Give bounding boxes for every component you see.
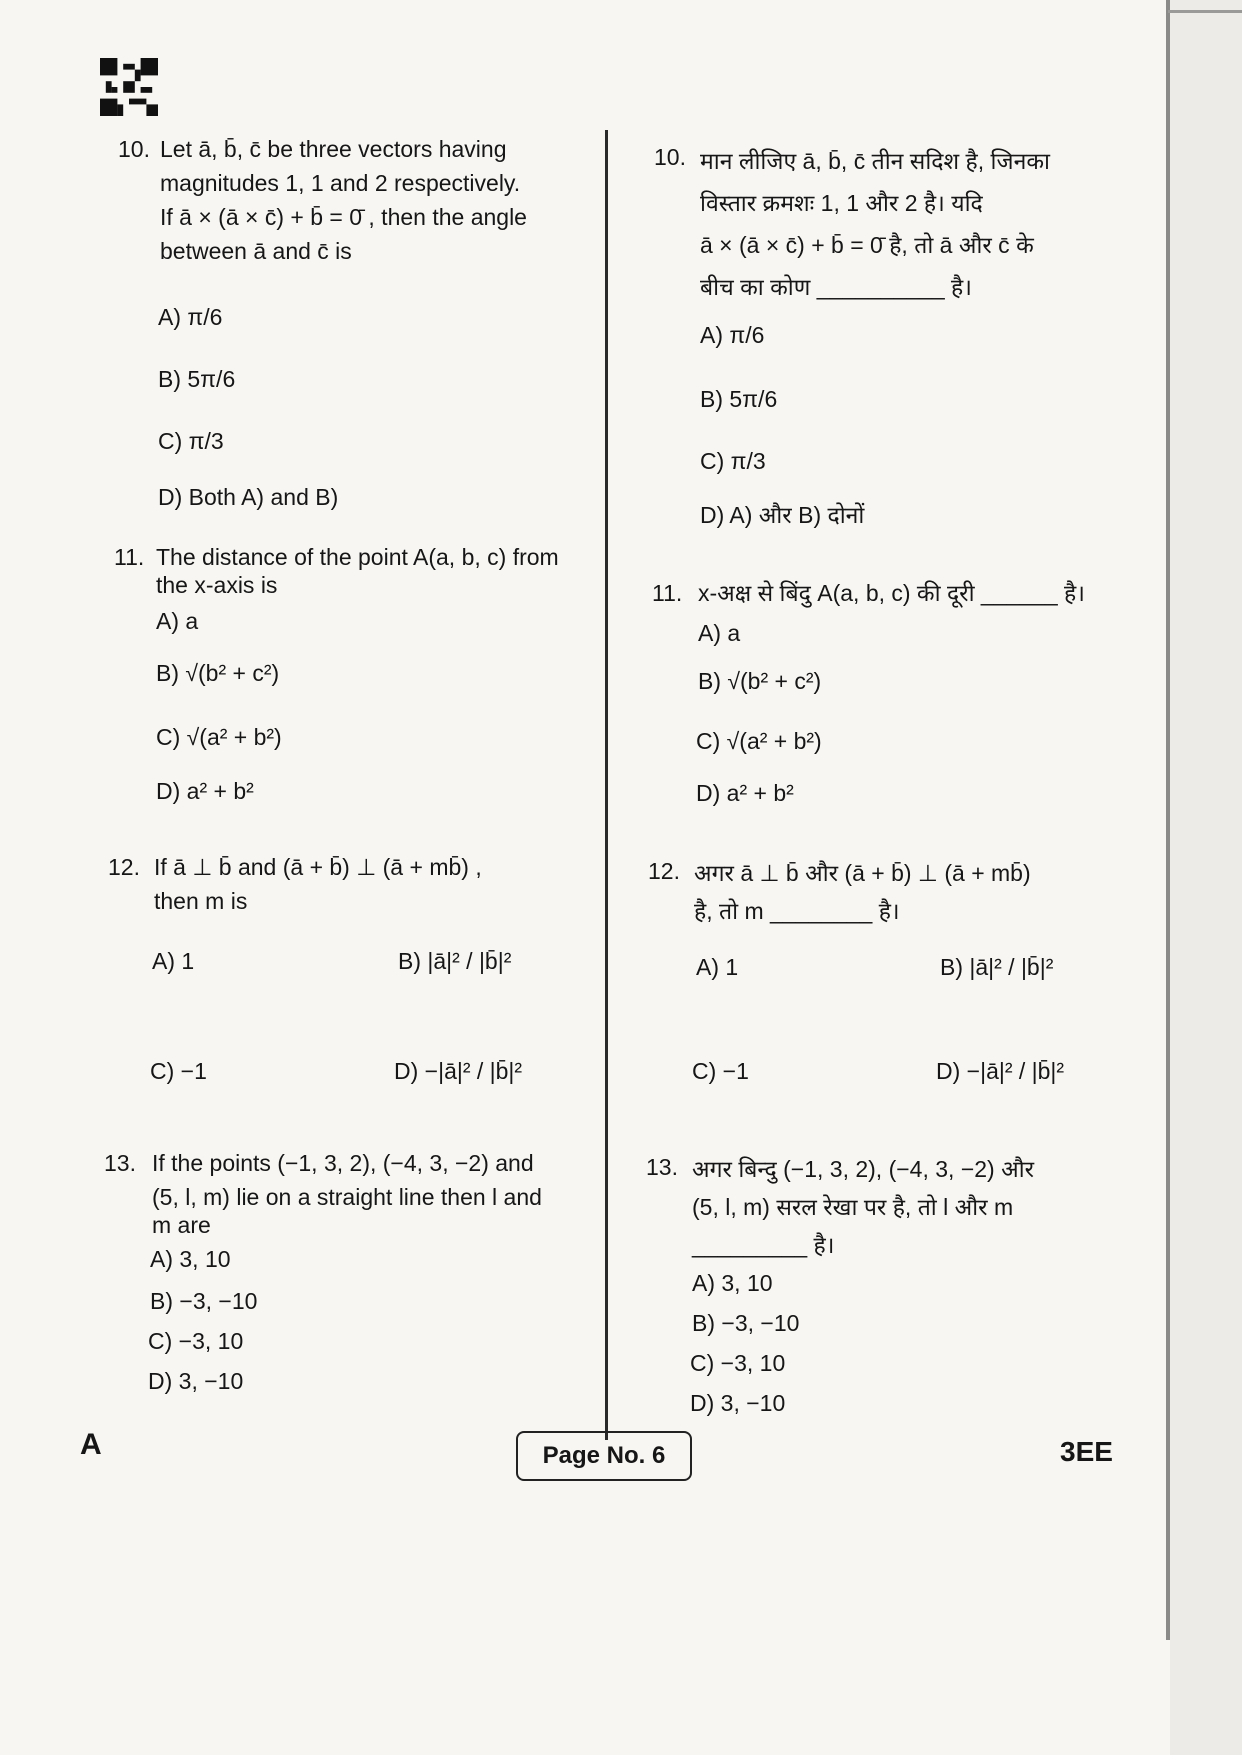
stem-line: between ā and c̄ is (160, 238, 352, 264)
stem-line: _________ है। (692, 1232, 835, 1258)
question-number: 12. (108, 854, 140, 880)
option-a: A) a (698, 620, 741, 646)
question-number: 13. (104, 1150, 136, 1176)
page-edge-line (1166, 0, 1170, 1640)
option-d: D) 3, −10 (690, 1390, 786, 1416)
question-number: 13. (646, 1154, 678, 1180)
option-c: C) −1 (692, 1058, 749, 1084)
page-number-box: Page No. 6 (516, 1431, 692, 1481)
option-d: D) 3, −10 (148, 1368, 244, 1394)
stem-line: then m is (154, 888, 248, 914)
question-number: 10. (654, 144, 686, 170)
option-b: B) |ā|² / |b̄|² (398, 948, 512, 974)
paper-code: 3EE (1060, 1436, 1113, 1467)
stem-line: m are (152, 1212, 211, 1238)
question-number: 11. (114, 544, 145, 570)
option-d: D) −|ā|² / |b̄|² (394, 1058, 523, 1084)
option-c: C) −3, 10 (148, 1328, 244, 1354)
option-a: A) a (156, 608, 199, 634)
stem-line: ā × (ā × c̄) + b̄ = 0̄ है, तो ā और c̄ के (700, 232, 1034, 258)
option-b: B) 5π/6 (158, 366, 236, 392)
option-b: B) 5π/6 (700, 386, 778, 412)
stem-line: (5, l, m) lie on a straight line then l and (152, 1184, 542, 1210)
page-margin-shadow (1170, 0, 1242, 1755)
option-b: B) √(b² + c²) (698, 668, 822, 694)
option-c: C) −1 (150, 1058, 207, 1084)
option-a: A) 3, 10 (692, 1270, 773, 1296)
stem-line: है, तो m ________ है। (694, 898, 900, 924)
option-d: D) a² + b² (696, 780, 794, 806)
qr-code-icon (100, 58, 158, 116)
option-d: D) A) और B) दोनों (700, 502, 865, 528)
option-a: A) 1 (152, 948, 195, 974)
option-b: B) −3, −10 (692, 1310, 800, 1336)
stem-line: अगर बिन्दु (−1, 3, 2), (−4, 3, −2) और (692, 1156, 1035, 1182)
stem-line: the x-axis is (156, 572, 278, 598)
stem-line: विस्तार क्रमशः 1, 1 और 2 है। यदि (700, 190, 983, 216)
stem-line: मान लीजिए ā, b̄, c̄ तीन सदिश है, जिनका (700, 148, 1050, 174)
option-d: D) a² + b² (156, 778, 254, 804)
set-letter: A (80, 1428, 102, 1461)
column-divider (605, 130, 608, 1440)
stem-line: The distance of the point A(a, b, c) from (156, 544, 559, 570)
option-c: C) √(a² + b²) (156, 724, 282, 750)
stem-line: अगर ā ⊥ b̄ और (ā + b̄) ⊥ (ā + mb̄) (694, 860, 1031, 886)
option-a: A) π/6 (158, 304, 223, 330)
question-number: 10. (118, 136, 150, 162)
option-b: B) |ā|² / |b̄|² (940, 954, 1054, 980)
question-number: 12. (648, 858, 680, 884)
option-a: A) 3, 10 (150, 1246, 231, 1272)
stem-line: (5, l, m) सरल रेखा पर है, तो l और m (692, 1194, 1014, 1220)
option-c: C) π/3 (158, 428, 224, 454)
option-c: C) −3, 10 (690, 1350, 786, 1376)
stem-line: x-अक्ष से बिंदु A(a, b, c) की दूरी ______ है। (698, 580, 1085, 606)
stem-line: Let ā, b̄, c̄ be three vectors having (160, 136, 507, 162)
stem-line: If ā × (ā × c̄) + b̄ = 0̄ , then the angle (160, 204, 527, 230)
option-a: A) π/6 (700, 322, 765, 348)
option-b: B) −3, −10 (150, 1288, 258, 1314)
option-d: D) −|ā|² / |b̄|² (936, 1058, 1065, 1084)
option-d: D) Both A) and B) (158, 484, 339, 510)
question-number: 11. (652, 580, 683, 606)
stem-line: If the points (−1, 3, 2), (−4, 3, −2) and (152, 1150, 534, 1176)
option-c: C) π/3 (700, 448, 766, 474)
stem-line: If ā ⊥ b̄ and (ā + b̄) ⊥ (ā + mb̄) , (154, 854, 482, 880)
stem-line: magnitudes 1, 1 and 2 respectively. (160, 170, 521, 196)
option-b: B) √(b² + c²) (156, 660, 280, 686)
stem-line: बीच का कोण __________ है। (700, 274, 972, 300)
page-edge-top-line (1168, 10, 1242, 13)
option-c: C) √(a² + b²) (696, 728, 822, 754)
option-a: A) 1 (696, 954, 739, 980)
